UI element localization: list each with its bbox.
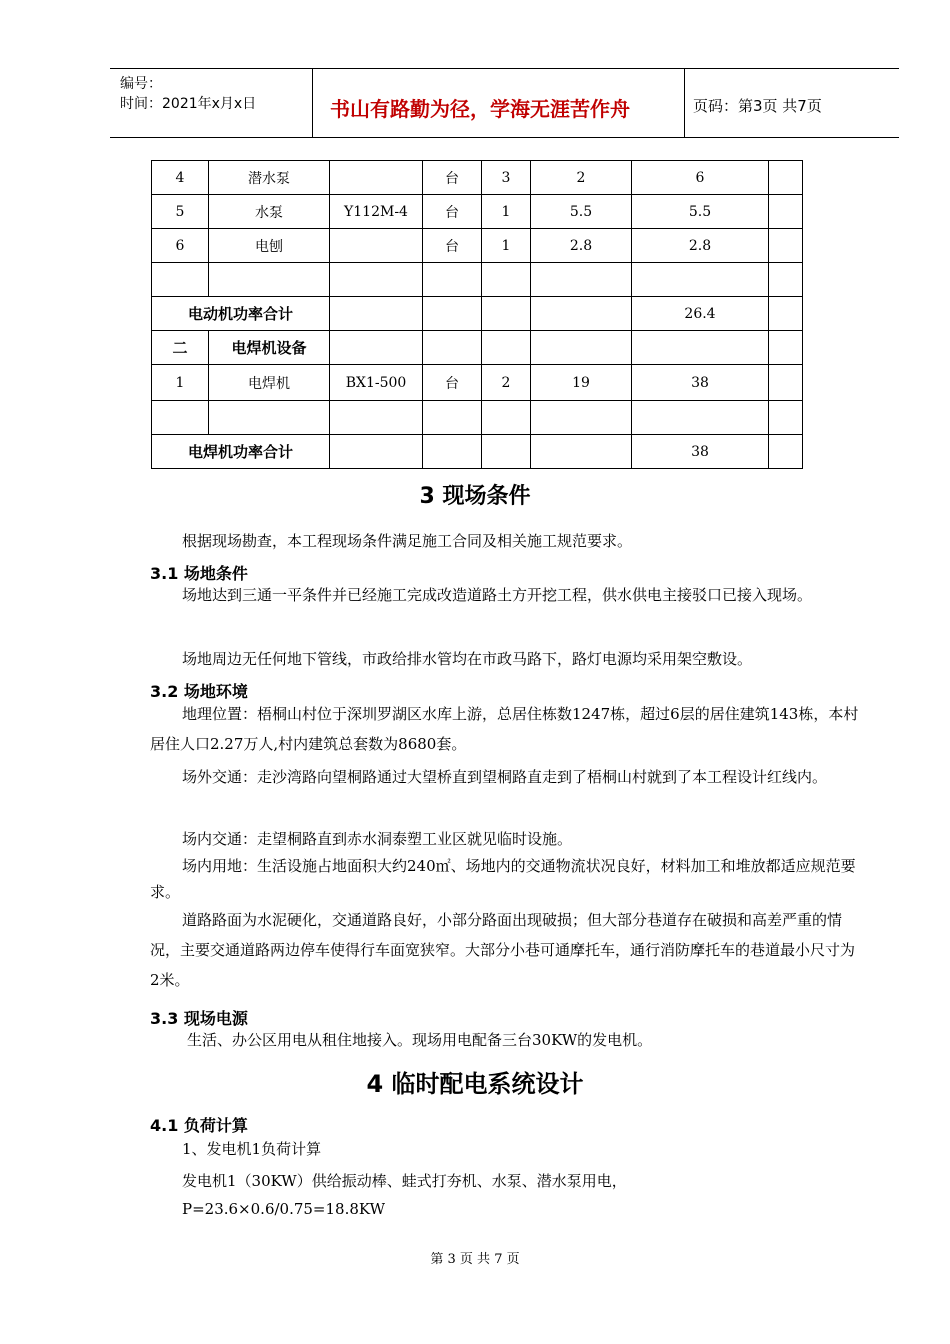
cell-name: 水泵 [209,195,330,229]
section4-title: 4 临时配电系统设计 [366,1070,584,1098]
cell-total: 6 [632,161,769,195]
section41-line1: 1、发电机1负荷计算 [182,1140,322,1158]
section31-para2: 场地周边无任何地下管线，市政给排水管均在市政马路下，路灯电源均采用架空敷设。 [182,650,753,668]
section33-para1: 生活、办公区用电从租住地接入。现场用电配备三台30KW的发电机。 [187,1031,653,1049]
cell-name: 电刨 [209,229,330,263]
document-number-label: 编号： [120,76,162,92]
table-row-section [152,331,803,365]
table-row-subtotal [152,435,803,469]
cell-power: 2.8 [531,229,632,263]
cell-unit: 台 [423,365,482,401]
cell-total: 38 [632,365,769,401]
cell-no: 5 [152,195,209,229]
cell-qty: 3 [482,161,531,195]
section2-no: 二 [152,331,209,365]
cell-no: 4 [152,161,209,195]
cell-model: BX1-500 [330,365,423,401]
section3-intro: 根据现场勘查，本工程现场条件满足施工合同及相关施工规范要求。 [182,532,633,550]
cell-note [769,365,803,401]
header-meta-cell [110,69,313,137]
header-page-info: 页码：第3页 共7页 [693,97,822,115]
section31-title: 3.1 场地条件 [150,564,248,583]
welder-subtotal-label: 电焊机功率合计 [152,435,330,469]
cell-name: 电焊机 [209,365,330,401]
table-row [152,365,803,401]
section32-para2: 场外交通：走沙湾路向望桐路通过大望桥直到望桐路直走到了梧桐山村就到了本工程设计红线内。 [182,768,828,786]
cell-qty: 1 [482,195,531,229]
cell-unit: 台 [423,195,482,229]
section41-line3: P=23.6×0.6/0.75=18.8KW [182,1200,385,1218]
equipment-table [151,160,803,469]
header-motto: 书山有路勤为径，学海无涯苦作舟 [330,97,630,121]
cell-power: 19 [531,365,632,401]
cell-no: 6 [152,229,209,263]
cell-model [330,229,423,263]
section31-para1: 场地达到三通一平条件并已经施工完成改造道路土方开挖工程，供水供电主接驳口已接入现场。 [182,586,813,604]
cell-model: Y112M-4 [330,195,423,229]
cell-note [769,229,803,263]
cell-unit: 台 [423,229,482,263]
page-footer: 第 3 页 共 7 页 [430,1252,520,1267]
header-page-cell [685,69,899,137]
cell-qty: 2 [482,365,531,401]
table-row-empty [152,263,803,297]
motor-subtotal-value: 26.4 [632,297,769,331]
page-header [110,68,899,138]
cell-qty: 1 [482,229,531,263]
section41-line2: 发电机1（30KW）供给振动棒、蛙式打夯机、水泵、潜水泵用电， [182,1172,627,1190]
section32-para5: 道路路面为水泥硬化，交通道路良好，小部分路面出现破损；但大部分巷道存在破损和高差严重的情况，主要交通道路两边停车使得行车面宽狭窄。大部分小巷可通摩托车，通行消防摩托车的巷道最小尺寸为2米。 [150,911,856,989]
table-row [152,161,803,195]
cell-power: 5.5 [531,195,632,229]
cell-name: 潜水泵 [209,161,330,195]
cell-total: 5.5 [632,195,769,229]
table-row-subtotal [152,297,803,331]
section32-para4: 场内用地：生活设施占地面积大约240㎡、场地内的交通物流状况良好，材料加工和堆放都适应规范要求。 [150,857,856,901]
cell-model [330,161,423,195]
header-motto-cell [312,69,685,137]
motor-subtotal-label: 电动机功率合计 [152,297,330,331]
cell-note [769,161,803,195]
table-row-empty [152,401,803,435]
section3-title: 3 现场条件 [419,484,531,509]
cell-no: 1 [152,365,209,401]
section32-para1: 地理位置：梧桐山村位于深圳罗湖区水库上游，总居住栋数1247栋，超过6层的居住建筑143栋，本村居住人口2.27万人,村内建筑总套数为8680套。 [150,705,859,753]
table-row [152,195,803,229]
section32-title: 3.2 场地环境 [150,682,248,701]
table-row [152,229,803,263]
welder-subtotal-value: 38 [632,435,769,469]
section32-para3: 场内交通：走望桐路直到赤水洞泰塑工业区就见临时设施。 [182,830,573,848]
document-time-label: 时间：2021年x月x日 [120,96,257,112]
cell-total: 2.8 [632,229,769,263]
cell-power: 2 [531,161,632,195]
section41-title: 4.1 负荷计算 [150,1116,248,1135]
cell-note [769,195,803,229]
section2-title: 电焊机设备 [209,331,330,365]
cell-unit: 台 [423,161,482,195]
section33-title: 3.3 现场电源 [150,1009,248,1028]
